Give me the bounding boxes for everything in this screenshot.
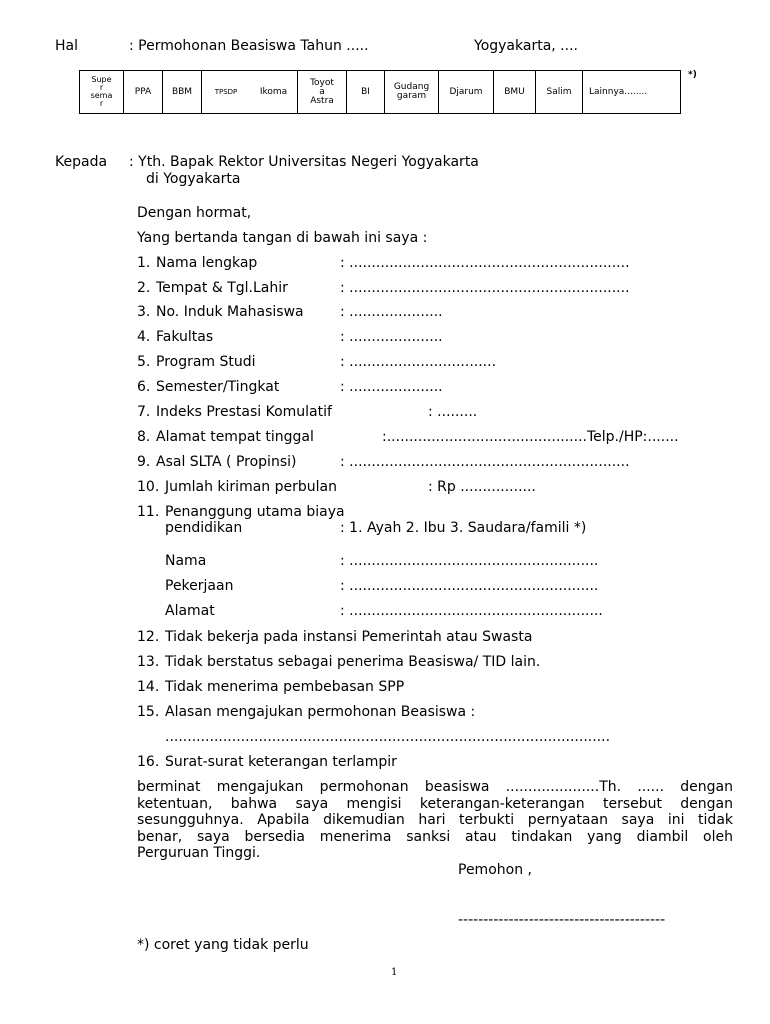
scholarship-cell: PPA xyxy=(124,71,163,113)
field-label: No. Induk Mahasiswa xyxy=(156,304,304,320)
field-label: Indeks Prestasi Komulatif xyxy=(156,404,332,420)
footnote: *) coret yang tidak perlu xyxy=(137,937,309,953)
field-number: 8. xyxy=(137,429,151,445)
scholarship-cell: Toyot a Astra xyxy=(298,71,347,113)
field-number: 3. xyxy=(137,304,151,320)
guardian-row-value: : ........................................................ xyxy=(340,553,599,569)
field-value: : ......... xyxy=(428,404,478,420)
field-number: 14. xyxy=(137,679,160,695)
declaration-line: Perguruan Tinggi. xyxy=(137,845,261,861)
addressee-line1: : Yth. Bapak Rektor Universitas Negeri Yogyakarta xyxy=(129,154,479,170)
field-label: Semester/Tingkat xyxy=(156,379,280,395)
guardian-row-label: Nama xyxy=(165,553,207,569)
field-value: : ..................... xyxy=(340,304,443,320)
scholarship-cell: Ikoma xyxy=(250,71,298,113)
field-value: : ................................. xyxy=(340,354,497,370)
statement-text: Tidak bekerja pada instansi Pemerintah atau Swasta xyxy=(165,629,533,645)
scholarship-table xyxy=(79,70,681,114)
field-value: : ..................... xyxy=(340,329,443,345)
guardian-row-value: : ......................................................... xyxy=(340,603,603,619)
field-label: Program Studi xyxy=(156,354,256,370)
attachment-text: Surat-surat keterangan terlampir xyxy=(165,754,397,770)
field-number: 1. xyxy=(137,255,151,271)
field-number: 16. xyxy=(137,754,160,770)
field-number: 12. xyxy=(137,629,160,645)
statement-text: Alasan mengajukan permohonan Beasiswa : xyxy=(165,704,476,720)
field-label: Asal SLTA ( Propinsi) xyxy=(156,454,297,470)
statement-text: Tidak menerima pembebasan SPP xyxy=(165,679,405,695)
hal-value: : Permohonan Beasiswa Tahun ..... xyxy=(129,38,369,54)
field-number: 4. xyxy=(137,329,151,345)
field-value: : ..................... xyxy=(340,379,443,395)
scholarship-cell: Supe r sema r xyxy=(80,71,124,113)
field-number: 9. xyxy=(137,454,151,470)
field-value: : ............................................................... xyxy=(340,280,630,296)
guardian-row-value: : ........................................................ xyxy=(340,578,599,594)
field-value: : Rp ................. xyxy=(428,479,536,495)
field-number: 10. xyxy=(137,479,160,495)
statement-text: Tidak berstatus sebagai penerima Beasiswa/ TID lain. xyxy=(165,654,541,670)
field-value: : ............................................................... xyxy=(340,255,630,271)
field-label: Alamat tempat tinggal xyxy=(156,429,314,445)
declaration-line: berminat mengajukan permohonan beasiswa .....................Th. ...... dengan xyxy=(137,779,733,795)
scholarship-cell: Salim xyxy=(536,71,583,113)
field-number: 5. xyxy=(137,354,151,370)
scholarship-cell: BI xyxy=(347,71,385,113)
page-number: 1 xyxy=(391,967,398,978)
intro-text: Yang bertanda tangan di bawah ini saya : xyxy=(137,230,428,246)
field-value: : ............................................................... xyxy=(340,454,630,470)
addressee-line2: di Yogyakarta xyxy=(146,171,241,187)
guardian-label-line2: pendidikan xyxy=(165,520,243,536)
field-number: 15. xyxy=(137,704,160,720)
field-number: 7. xyxy=(137,404,151,420)
field-number: 6. xyxy=(137,379,151,395)
asterisk-note: *) xyxy=(688,70,697,80)
greeting: Dengan hormat, xyxy=(137,205,252,221)
declaration-paragraph xyxy=(137,779,733,862)
scholarship-cell: Djarum xyxy=(439,71,494,113)
addressee-label: Kepada xyxy=(55,154,108,170)
declaration-line: sesungguhnya. Apabila dikemudian hari terbukti pernyataan saya ini tidak xyxy=(137,812,733,828)
field-label: Fakultas xyxy=(156,329,214,345)
field-number: 11. xyxy=(137,504,160,520)
scholarship-cell: Gudang garam xyxy=(385,71,439,113)
field-value: :.............................................Telp./HP:....... xyxy=(382,429,679,445)
guardian-row-label: Pekerjaan xyxy=(165,578,234,594)
signature-line: ----------------------------------------- xyxy=(458,912,666,928)
scholarship-cell: TPSDP xyxy=(214,87,238,96)
field-label: Nama lengkap xyxy=(156,255,258,271)
signature-label: Pemohon , xyxy=(458,862,532,878)
declaration-line: benar, saya bersedia menerima sanksi atau tindakan yang diambil oleh xyxy=(137,828,733,845)
scholarship-cell: BMU xyxy=(494,71,536,113)
guardian-options: : 1. Ayah 2. Ibu 3. Saudara/famili *) xyxy=(340,520,587,536)
guardian-label-line1: Penanggung utama biaya xyxy=(165,504,345,520)
hal-label: Hal xyxy=(55,38,78,54)
place-date: Yogyakarta, .... xyxy=(474,38,578,54)
guardian-row-label: Alamat xyxy=(165,603,215,619)
declaration-line: ketentuan, bahwa saya mengisi keterangan-keterangan tersebut dengan xyxy=(137,795,733,812)
field-label: Jumlah kiriman perbulan xyxy=(165,479,337,495)
scholarship-cell: Lainnya........ xyxy=(589,86,648,97)
reason-dots: .................................................................................................... xyxy=(165,729,611,745)
field-number: 13. xyxy=(137,654,160,670)
field-number: 2. xyxy=(137,280,151,296)
scholarship-cell: BBM xyxy=(163,71,202,113)
field-label: Tempat & Tgl.Lahir xyxy=(156,280,288,296)
